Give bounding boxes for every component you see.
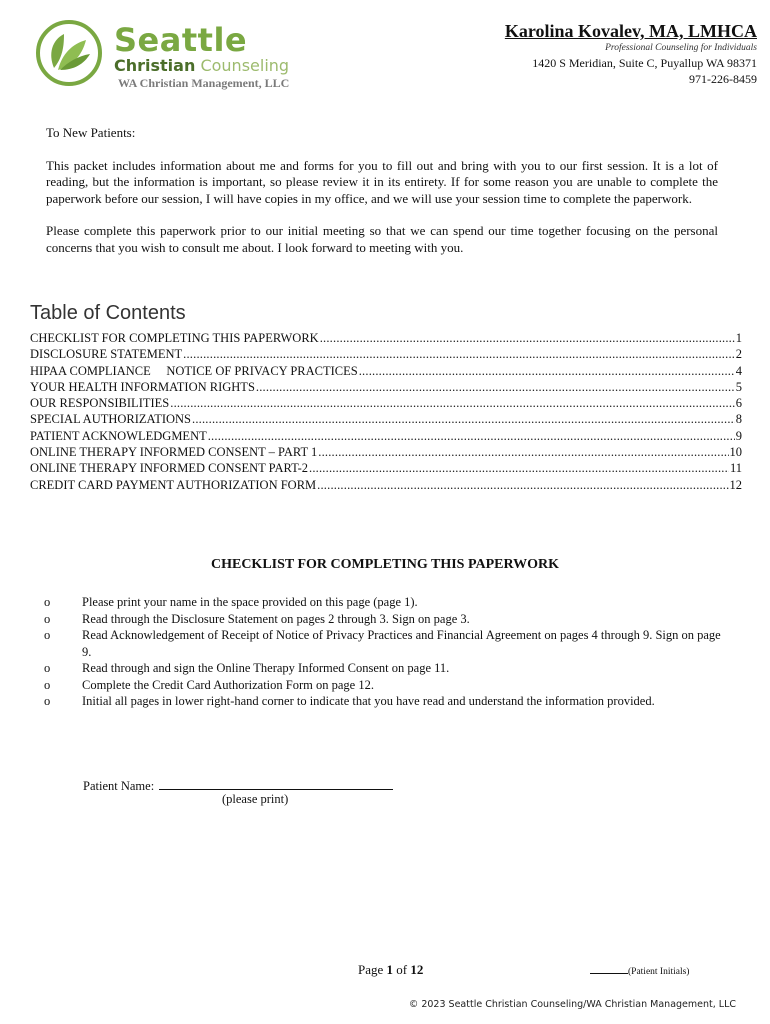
practitioner-name: Karolina Kovalev, MA, LMHCA: [504, 21, 757, 41]
list-item: [44, 660, 724, 677]
logo-management: WA Christian Management, LLC: [118, 76, 290, 90]
intro-paragraph-2: Please complete this paperwork prior to our initial meeting so that we can spend our time together focusing on the personal concerns that you wish to consult me about. I look forward to meeting with you.: [46, 223, 718, 255]
logo-name: Seattle: [114, 21, 248, 59]
current-page: 1: [386, 962, 394, 977]
toc-entry[interactable]: [30, 363, 742, 379]
toc-entry[interactable]: [30, 477, 742, 493]
toc-entry-page: 10: [729, 445, 742, 460]
toc-entry[interactable]: [30, 428, 742, 444]
toc-entry[interactable]: [30, 411, 742, 427]
toc-entry-page: 4: [735, 363, 742, 378]
toc-entry-label: PATIENT ACKNOWLEDGMENT: [30, 428, 207, 443]
toc-entry[interactable]: [30, 330, 742, 346]
table-of-contents: [30, 330, 742, 493]
toc-entry-label: CHECKLIST FOR COMPLETING THIS PAPERWORK: [30, 331, 319, 345]
checklist-title: CHECKLIST FOR COMPLETING THIS PAPERWORK: [210, 557, 559, 572]
checklist-item-text: Read through and sign the Online Therapy Informed Consent on page 11.: [82, 661, 450, 675]
toc-entry-label: DISCLOSURE STATEMENT: [30, 347, 183, 362]
toc-entry[interactable]: [30, 444, 742, 460]
logo: [34, 18, 314, 90]
bullet-icon: o: [44, 661, 51, 675]
logo-subtitle-light: Counseling: [200, 56, 290, 75]
logo-subtitle: [114, 57, 289, 75]
bullet-icon: o: [44, 694, 51, 708]
toc-entry-label: ONLINE THERAPY INFORMED CONSENT PART-2: [30, 461, 308, 476]
list-item: [44, 594, 724, 611]
toc-leader: [359, 363, 735, 379]
toc-entry-label: ONLINE THERAPY INFORMED CONSENT – PART 1: [30, 445, 318, 460]
patient-initials-field: [590, 964, 689, 977]
toc-entry[interactable]: [30, 460, 742, 476]
patient-name-label: Patient Name:: [83, 779, 155, 793]
list-item: [44, 627, 724, 660]
checklist-item-text: Complete the Credit Card Authorization Form on page 12.: [82, 677, 374, 692]
toc-entry-label: OUR RESPONSIBILITIES: [30, 396, 170, 411]
intro-greeting: To New Patients:: [46, 125, 136, 140]
toc-entry-page: 9: [735, 428, 742, 443]
practitioner-phone: 971-226-8459: [689, 72, 757, 86]
toc-entry[interactable]: [30, 395, 742, 411]
toc-leader: [320, 330, 735, 346]
toc-leader: [208, 428, 735, 444]
patient-initials-input[interactable]: [590, 964, 628, 974]
toc-entry-label: CREDIT CARD PAYMENT AUTHORIZATION FORM: [30, 477, 317, 492]
toc-entry-label: SPECIAL AUTHORIZATIONS: [30, 412, 191, 427]
intro-letter: [46, 125, 718, 272]
toc-entry-page: 11: [729, 461, 742, 476]
checklist-item-text: Read Acknowledgement of Receipt of Notice of Privacy Practices and Financial Agreement on pages 4 through 9. Sign on page 9.: [82, 628, 721, 659]
toc-leader: [183, 346, 735, 362]
list-item: [44, 677, 724, 694]
practitioner-address: 1420 S Meridian, Suite C, Puyallup WA 98371: [532, 56, 757, 70]
toc-entry-label: HIPAA COMPLIANCE NOTICE OF PRIVACY PRACTICES: [30, 363, 358, 378]
bullet-icon: o: [44, 677, 51, 692]
checklist: [44, 594, 724, 710]
bullet-icon: o: [44, 611, 51, 626]
copyright-footer: © 2023 Seattle Christian Counseling/WA Christian Management, LLC: [408, 999, 736, 1010]
practitioner-tagline: Professional Counseling for Individuals: [605, 43, 757, 53]
toc-entry-label: YOUR HEALTH INFORMATION RIGHTS: [30, 379, 255, 394]
of-label: of: [396, 962, 408, 977]
page-number: [358, 962, 423, 978]
toc-entry[interactable]: [30, 346, 742, 362]
toc-entry-page: 2: [735, 347, 742, 362]
toc-title: Table of Contents: [30, 302, 186, 324]
bullet-icon: o: [44, 628, 51, 642]
toc-entry[interactable]: [30, 379, 742, 395]
toc-entry-page: 5: [735, 379, 742, 394]
checklist-item-text: Initial all pages in lower right-hand corner to indicate that you have read and understand the information provided.: [82, 694, 655, 708]
toc-entry-page: 1: [735, 331, 742, 345]
patient-initials-label: (Patient Initials): [628, 967, 690, 977]
toc-entry-page: 8: [735, 412, 742, 427]
patient-name-hint: (please print): [222, 792, 289, 806]
list-item: [44, 693, 724, 710]
toc-leader: [170, 395, 735, 411]
toc-leader: [192, 411, 735, 427]
checklist-item-text: Please print your name in the space provided on this page (page 1).: [82, 595, 418, 609]
toc-leader: [309, 460, 729, 476]
page-label: Page: [358, 962, 384, 977]
toc-leader: [318, 444, 728, 460]
toc-leader: [256, 379, 735, 395]
list-item: [44, 611, 724, 628]
toc-entry-page: 12: [729, 477, 742, 492]
toc-leader: [317, 477, 728, 493]
bullet-icon: o: [44, 595, 51, 609]
intro-paragraph-1: This packet includes information about me and forms for you to fill out and bring with you to our first session. It is a lot of reading, but the information is important, so please review it in its entirety. If for some reason you are unable to complete the paperwork before our session, I will have copies in my office, and we will use your session time to complete the paperwork.: [46, 157, 718, 206]
logo-subtitle-bold: Christian: [114, 56, 196, 75]
leaf-logo-icon: [34, 18, 106, 90]
practitioner-header: [505, 20, 757, 87]
patient-name-input[interactable]: [159, 776, 393, 790]
checklist-item-text: Read through the Disclosure Statement on pages 2 through 3. Sign on page 3.: [82, 611, 470, 626]
total-pages: 12: [410, 962, 424, 977]
toc-entry-page: 6: [735, 396, 742, 411]
